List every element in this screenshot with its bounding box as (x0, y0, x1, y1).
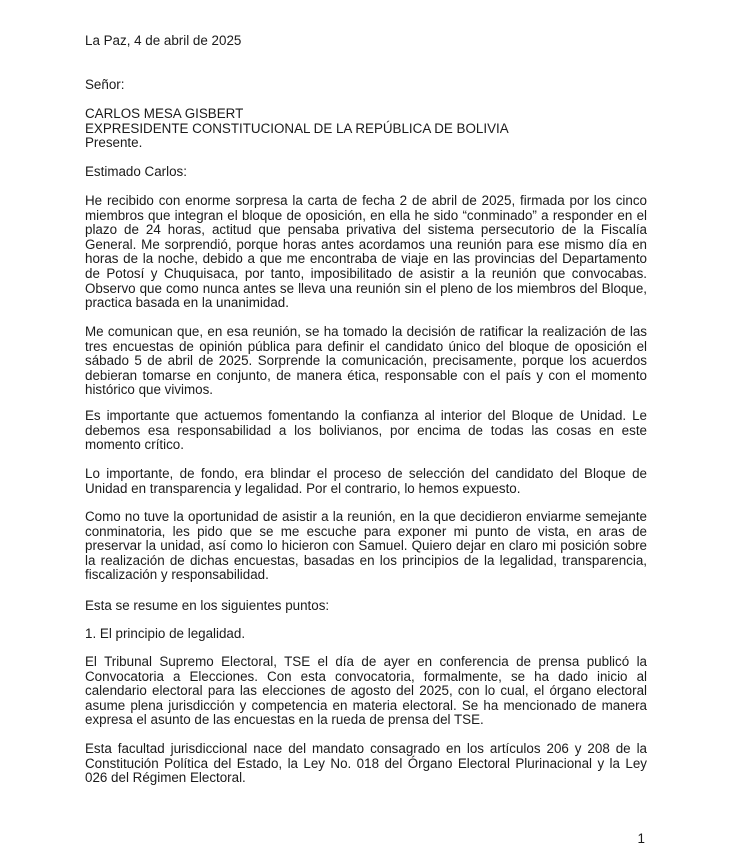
recipient-title: EXPRESIDENTE CONSTITUCIONAL DE LA REPÚBLICA DE BOLIVIA (85, 120, 509, 136)
letter-date: La Paz, 4 de abril de 2025 (85, 33, 242, 48)
section-heading-legalidad: 1. El principio de legalidad. (85, 626, 246, 641)
recipient-presente: Presente. (85, 135, 143, 151)
paragraph-jurisdiccion: Esta facultad jurisdiccional nace del mandato consagrado en los artículos 206 y 208 de la Constitución Política del Estado, la Ley No. 018 del Órgano Electoral Plurinacional y la Ley 026 del Régimen Electoral. (85, 741, 647, 786)
paragraph-5: Como no tuve la oportunidad de asistir a la reunión, en la que decidieron enviarme semejante conminatoria, les pido que se me escuche para exponer mi punto de vista, en aras de preservar la unidad, así como lo hicieron con Samuel. Quiero dejar en claro mi posición sobre la realización de dichas encuestas, basadas en los principios de la legalidad, transparencia, fiscalización y responsabilidad. (85, 509, 647, 583)
paragraph-1: He recibido con enorme sorpresa la carta de fecha 2 de abril de 2025, firmada por los cinco miembros que integran el bloque de oposición, en ella he sido “conminado” a responder en el plazo de 24 horas, actitud que pensaba privativa del sistema persecutorio de la Fiscalía General. Me sorprendió, porque horas antes acordamos una reunión para ese mismo día en horas de la noche, debido a que me encontraba de viaje en las provincias del Departamento de Potosí y Chuquisaca, por tanto, imposibilitado de asistir a la reunión que convocabas. Observo que como nunca antes se lleva una reunión sin el pleno de los miembros del Bloque, practica basada en la unanimidad. (85, 193, 647, 311)
recipient-name: CARLOS MESA GISBERT (85, 106, 244, 121)
paragraph-tse: El Tribunal Supremo Electoral, TSE el día de ayer en conferencia de prensa publicó la Convocatoria a Elecciones. Con esta convocatoria, formalmente, se ha dado inicio al calendario electoral para las elecciones de agosto del 2025, con lo cual, el órgano electoral asume plena jurisdicción y competencia en materia electoral. Se ha mencionado de manera expresa el asunto de las encuestas en la rueda de prensa del TSE. (85, 654, 647, 728)
paragraph-2: Me comunican que, en esa reunión, se ha tomado la decisión de ratificar la realización de las tres encuestas de opinión pública para definir el candidato único del bloque de oposición el sábado 5 de abril de 2025. Sorprende la comunicación, precisamente, porque los acuerdos debieran tomarse en conjunto, de manera ética, responsable con el país y con el momento histórico que vivimos. (85, 324, 647, 398)
salutation-title: Señor: (85, 77, 125, 92)
paragraph-3: Es importante que actuemos fomentando la confianza al interior del Bloque de Unidad. Le debemos esa responsabilidad a los bolivianos, por encima de todas las cosas en este momento crítico. (85, 408, 647, 453)
paragraph-4: Lo importante, de fondo, era blindar el proceso de selección del candidato del Bloque de Unidad en transparencia y legalidad. Por el contrario, lo hemos expuesto. (85, 466, 647, 496)
greeting: Estimado Carlos: (85, 164, 187, 179)
summary-intro: Esta se resume en los siguientes puntos: (85, 598, 330, 613)
recipient-block (85, 107, 647, 151)
page-number: 1 (637, 831, 645, 846)
